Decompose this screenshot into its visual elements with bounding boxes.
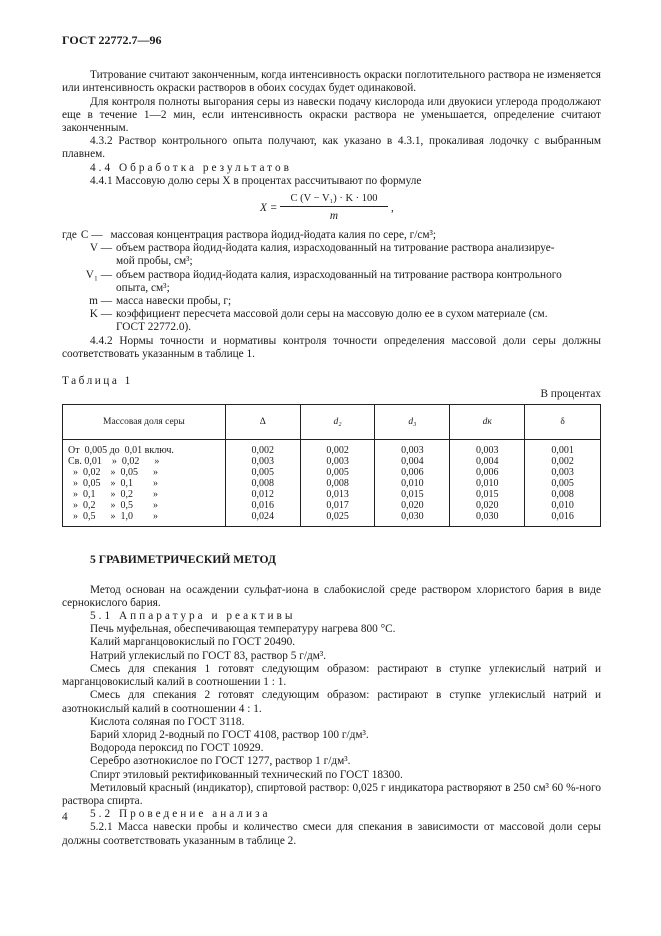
paragraph-4-4-1: 4.4.1 Массовую долю серы X в процентах рассчитывают по формуле: [90, 174, 422, 187]
definition-symbol: m —: [89, 295, 112, 308]
definition-row: [62, 269, 601, 282]
sulfur-formula: [62, 189, 601, 227]
header-sulfur-fraction: Массовая доля серы: [63, 405, 226, 440]
definition-symbol: K —: [89, 308, 112, 321]
definition-continuation: опыта, см³;: [116, 281, 170, 294]
reagent-line: Водорода пероксид по ГОСТ 10929.: [90, 742, 264, 755]
table-cell-value: 0,008: [525, 489, 601, 500]
table-cell-value: 0,003: [525, 467, 601, 478]
table-cell-value: 0,006: [450, 467, 525, 478]
table-header-row: [63, 405, 601, 440]
paragraph-4-4-2: 4.4.2 Нормы точности и нормативы контроля точности определения массовой доли серы должны соответствовать указанным в таблице 1.: [62, 334, 601, 360]
formula-lhs: X =: [260, 202, 278, 215]
table-cell-range: » 0,1 » 0,2 »: [63, 489, 226, 500]
subsection-4-4-title: 4.4 Обработка результатов: [90, 161, 292, 174]
methyl-red-indicator: Метиловый красный (индикатор), спиртовой раствор: 0,025 г индикатора растворяют в 250 см³ 60 %-ного раствора спирта.: [62, 781, 601, 807]
definition-text: коэффициент пересчета массовой доли серы на массовую долю ее в сухом материале (см.: [116, 308, 548, 321]
table-cell-value: 0,012: [225, 489, 300, 500]
definition-continuation: мой пробы, см³;: [116, 255, 193, 268]
table-caption: Таблица 1: [62, 375, 133, 388]
table-cell-value: 0,002: [525, 456, 601, 467]
header-d3: d₃: [375, 405, 450, 440]
table-cell-value: 0,010: [375, 478, 450, 489]
header-delta: Δ: [225, 405, 300, 440]
table-body: [63, 440, 601, 527]
table-cell-range: » 0,02 » 0,05 »: [63, 467, 226, 478]
reagent-line: Спирт этиловый ректификованный технический по ГОСТ 18300.: [90, 768, 403, 781]
table-cell-value: 0,005: [525, 478, 601, 489]
definition-text: масса навески пробы, г;: [116, 295, 232, 308]
definition-text: объем раствора йодид-йодата калия, израсходованный на титрование раствора анализируе-: [116, 242, 555, 255]
table-cell-value: 0,003: [450, 440, 525, 457]
table-cell-value: 0,003: [300, 456, 375, 467]
definition-continuation: ГОСТ 22772.0).: [116, 321, 192, 334]
formula-definitions: [62, 229, 601, 335]
reagent-line: Кислота соляная по ГОСТ 3118.: [90, 715, 245, 728]
definition-text: объем раствора йодид-йодата калия, израсходованный на титрование раствора контрольного: [116, 268, 562, 281]
sintering-mix-1: Смесь для спекания 1 готовят следующим образом: растирают в ступке углекислый натрий и марганцовокислый калий в соотношении 1 : 1.: [62, 662, 601, 689]
table-cell-value: 0,017: [300, 500, 375, 511]
definition-symbol: C —: [80, 229, 103, 242]
table-cell-value: 0,002: [300, 440, 375, 457]
header-dk: dк: [450, 405, 525, 440]
document-page: [62, 34, 601, 848]
section-5-title: 5 ГРАВИМЕТРИЧЕСКИЙ МЕТОД: [90, 553, 276, 567]
reagent-line: Натрий углекислый по ГОСТ 83, раствор 5 г/дм³.: [90, 649, 327, 662]
table-cell-value: 0,025: [300, 511, 375, 527]
table-cell-value: 0,015: [450, 489, 525, 500]
table-cell-value: 0,024: [225, 511, 300, 527]
table-row: [63, 500, 601, 511]
paragraph-5-2-1: 5.2.1 Масса навески пробы и количество смеси для спекания в зависимости от массовой доли серы должны соответствовать указанным в таблице 2.: [62, 821, 601, 847]
table-cell-value: 0,015: [375, 489, 450, 500]
table-row: [63, 511, 601, 527]
table-row: [63, 467, 601, 478]
sintering-mix-2: Смесь для спекания 2 готовят следующим образом: растирают в ступке углекислый натрий и азотнокислый калий в соотношении 4 : 1.: [62, 689, 601, 715]
reagent-line: Печь муфельная, обеспечивающая температуру нагрева 800 °С.: [90, 623, 396, 636]
table-cell-value: 0,020: [450, 500, 525, 511]
definition-row: [62, 229, 601, 242]
table-cell-value: 0,010: [525, 500, 601, 511]
definition-text: массовая концентрация раствора йодид-йодата калия по сере, г/см³;: [110, 229, 437, 242]
table-cell-value: 0,006: [375, 467, 450, 478]
table-row: [63, 489, 601, 500]
header-small-delta: δ: [525, 405, 601, 440]
table-row: [63, 456, 601, 467]
table-unit: В процентах: [540, 388, 601, 401]
table-cell-range: » 0,5 » 1,0 »: [63, 511, 226, 527]
table-cell-value: 0,003: [375, 440, 450, 457]
fraction-bar: [280, 206, 388, 207]
table-cell-value: 0,030: [450, 511, 525, 527]
subsection-5-2-title: 5.2 Проведение анализа: [90, 808, 271, 821]
table-cell-value: 0,005: [225, 467, 300, 478]
reagent-line: Барий хлорид 2-водный по ГОСТ 4108, раствор 100 г/дм³.: [90, 728, 369, 741]
definition-symbol: V —: [89, 242, 112, 255]
definition-row: [62, 242, 601, 255]
table-cell-value: 0,005: [300, 467, 375, 478]
table-cell-value: 0,004: [375, 456, 450, 467]
table-cell-value: 0,030: [375, 511, 450, 527]
table-cell-value: 0,004: [450, 456, 525, 467]
table-cell-value: 0,003: [225, 456, 300, 467]
header-d2: d₂: [300, 405, 375, 440]
reagent-line: Калий марганцовокислый по ГОСТ 20490.: [90, 636, 296, 649]
table-cell-value: 0,016: [225, 500, 300, 511]
table-cell-value: 0,008: [300, 478, 375, 489]
table-cell-value: 0,013: [300, 489, 375, 500]
table-cell-range: » 0,2 » 0,5 »: [63, 500, 226, 511]
table-cell-value: 0,010: [450, 478, 525, 489]
reagent-line: Серебро азотнокислое по ГОСТ 1277, раствор 1 г/дм³.: [90, 755, 351, 768]
table-cell-range: » 0,05 » 0,1 »: [63, 478, 226, 489]
table-cell-value: 0,008: [225, 478, 300, 489]
table-cell-range: Св. 0,01 » 0,02 »: [63, 456, 226, 467]
definition-symbol: V₁ —: [85, 268, 112, 281]
table-cell-range: От 0,005 до 0,01 включ.: [63, 440, 226, 457]
definition-row: [62, 308, 601, 321]
formula-denominator: m: [329, 210, 339, 223]
subsection-5-1-title: 5.1 Аппаратура и реактивы: [90, 610, 296, 623]
table-row: [63, 440, 601, 457]
table-cell-value: 0,001: [525, 440, 601, 457]
table-cell-value: 0,016: [525, 511, 601, 527]
accuracy-table: [62, 404, 601, 527]
formula-comma: ,: [391, 202, 394, 215]
table-cell-value: 0,020: [375, 500, 450, 511]
table-row: [63, 478, 601, 489]
paragraph-titration-end: Титрование считают законченным, когда интенсивность окраски поглотительного раствора не изменяется или интенсивность окраски растворов в обоих сосудах будет одинаковой.: [62, 69, 601, 95]
formula-numerator: C (V − V₁) · K · 100: [290, 193, 378, 205]
definition-row: [62, 295, 601, 308]
page-number: 4: [62, 811, 68, 823]
table-cell-value: 0,002: [225, 440, 300, 457]
definition-lead: где: [62, 229, 77, 242]
paragraph-4-3-2: 4.3.2 Раствор контрольного опыта получают, как указано в 4.3.1, прокаливая лодочку с выбранным плавнем.: [62, 135, 601, 161]
standard-header: ГОСТ 22772.7—96: [62, 33, 162, 47]
paragraph-method-basis: Метод основан на осаждении сульфат-иона в слабокислой среде раствором хлористого бария в виде сернокислого бария.: [62, 583, 601, 609]
paragraph-burnout-control: Для контроля полноты выгорания серы из навески подачу кислорода или двуокиси углерода продолжают еще в течение 1—2 мин, если интенсивность окраски раствора не уменьшается, определение считают законченным.: [62, 95, 601, 135]
